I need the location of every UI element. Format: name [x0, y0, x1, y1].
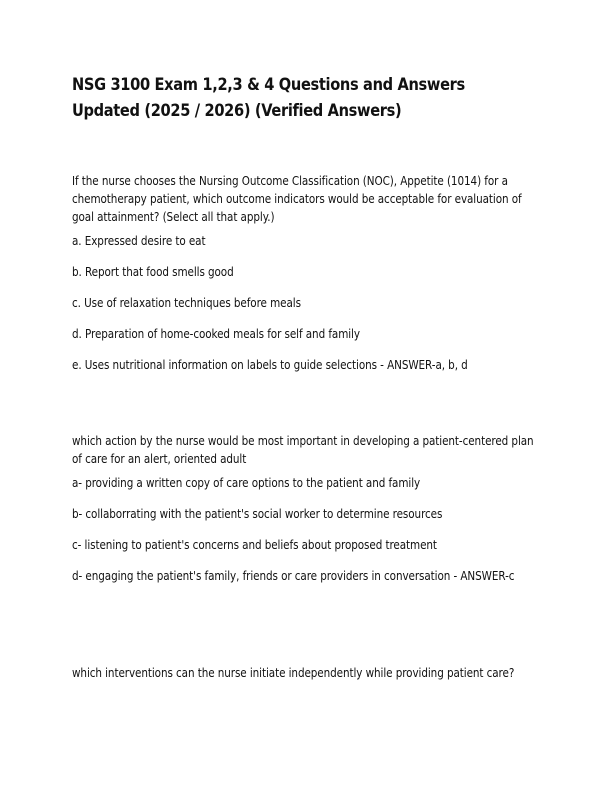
answer-option: b- collaborrating with the patient's social worker to determine resources — [72, 506, 443, 521]
question-block-2 — [72, 432, 542, 598]
answer-option: c. Use of relaxation techniques before meals — [72, 295, 301, 310]
document-page — [72, 72, 542, 680]
answer-option: a. Expressed desire to eat — [72, 233, 206, 248]
answer-option: e. Uses nutritional information on labels to guide selections - ANSWER-a, b, d — [72, 357, 468, 372]
answer-option: d- engaging the patient's family, friends or care providers in conversation - ANSWER-c — [72, 568, 515, 583]
answer-option: d. Preparation of home-cooked meals for self and family — [72, 326, 360, 341]
document-title: NSG 3100 Exam 1,2,3 & 4 Questions and Answers Updated (2025 / 2026) (Verified Answers) — [72, 75, 465, 121]
question-text: which interventions can the nurse initiate independently while providing patient care? — [72, 665, 515, 680]
question-block-1 — [72, 172, 542, 387]
answer-option: a- providing a written copy of care options to the patient and family — [72, 475, 421, 490]
answer-option: c- listening to patient's concerns and beliefs about proposed treatment — [72, 537, 437, 552]
question-text: which action by the nurse would be most important in developing a patient-centered plan of care for an alert, oriented adult — [72, 433, 534, 466]
answer-option: b. Report that food smells good — [72, 264, 234, 279]
question-block-3 — [72, 664, 542, 688]
question-text: If the nurse chooses the Nursing Outcome Classification (NOC), Appetite (1014) for a chemotherapy patient, which outcome indicators would be acceptable for evaluation of goal attainment? (Select all that apply.) — [72, 173, 522, 224]
